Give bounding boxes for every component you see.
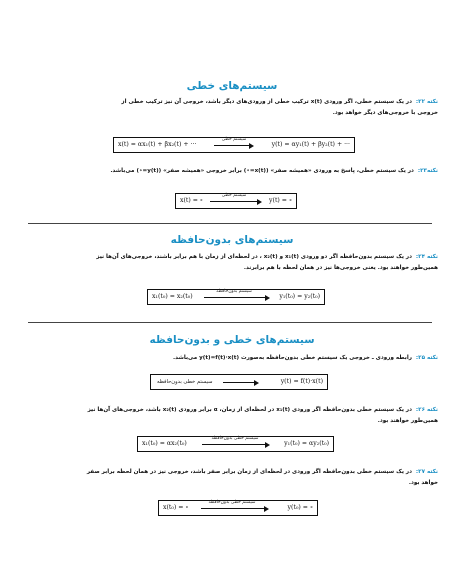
section-heading-linear-memoryless: سیستم‌های خطی و بدون‌حافظه [149,334,315,346]
note-22-label: نکته ۲۲: [415,99,438,105]
note-25 [23,353,438,364]
arrow-right-icon [249,143,254,149]
eq26-system-label: سیستم خطی بدون‌حافظه [211,436,259,441]
arrow-right-icon [265,295,270,301]
eq22-system-label: سیستم خطی [221,137,247,142]
note-22-text: در یک سیستم خطی، اگر ورودی (t)x ترکیب خطی از ورودی‌های دیگر باشد، خروجی آن نیز ترکیب خطی از [121,99,412,105]
note-27-text-cont: خواهد بود. [408,480,438,486]
note-26 [23,405,438,427]
note-24 [23,252,438,274]
note-24-text: در یک سیستم بدون‌حافظه اگر دو ورودی (t)x₁ و (t)x₂ ، در لحظه‌ای از زمان با هم برابر باشند، خروجی‌های آن‌ها نیز [96,254,412,260]
note-26-label: نکته ۲۶: [415,407,438,413]
eq24-system-label: سیستم بدون‌حافظه [216,289,252,294]
note-22-text-cont: خروجی‌ با خروجی‌های دیگر خواهد بود. [332,110,438,116]
eq23-system-label: سیستم خطی [221,193,247,198]
note-24-label: نکته ۲۴: [415,254,438,260]
eq27-output: y(t₀) = ∘ [287,504,313,511]
note-27 [23,467,438,489]
note-23-text: در یک سیستم خطی، پاسخ به ورودی «همیشه صفر» (x(t)=∘) برابر خروجی «همیشه صفر» (y(t)=∘) می‌باشد. [110,168,414,174]
eq24-arrow-line [204,297,266,298]
note-22 [23,97,438,119]
equation-box-26 [137,436,334,452]
eq26-output: y₁(t₀) = αy₂(t₀) [284,440,329,447]
equation-box-23 [175,193,297,209]
eq22-input: x(t) = αx₁(t) + βx₂(t) + ··· [118,141,197,148]
note-27-label: نکته ۲۷: [415,469,438,475]
eq27-system-label: سیستم خطی بدون‌حافظه [208,500,256,505]
note-23-label: نکته۲۳: [417,168,438,174]
eq22-output: y(t) = αy₁(t) + βy₂(t) + ··· [271,141,350,148]
note-27-text: در یک سیستم خطی بدون‌حافظه اگر ورودی در لحظه‌ای از زمان برابر صفر باشد، خروجی نیز در همان لحظه برابر صفر [86,469,412,475]
section-divider [28,322,432,323]
eq25-system-label: سیستم خطی بدون‌حافظه [157,379,213,385]
eq25-output: y(t) = f(t)·x(t) [280,378,323,385]
note-25-text: رابطه ورودی ـ خروجی یک سیستم خطی بدون‌حافظه به‌صورت y(t)=f(t)·x(t) می‌باشد. [173,355,412,361]
eq23-arrow-line [210,201,258,202]
arrow-right-icon [257,199,262,205]
section-heading-linear: سیستم‌های خطی [186,80,278,92]
eq27-input: x(t₀) = ∘ [163,504,189,511]
equation-box-27 [158,500,318,516]
note-26-text: در یک سیستم خطی بدون‌حافظه اگر ورودی (t)x₁ در لحظه‌ای از زمان، α برابر ورودی (t)x₂ باشد، خروجی‌های آن‌ها نیز [87,407,412,413]
section-heading-memoryless: سیستم‌های بدون‌حافظه [170,234,294,246]
eq25-arrow-line [223,382,255,383]
eq24-output: y₁(t₀) = y₂(t₀) [279,293,320,300]
eq26-input: x₁(t₀) = αx₂(t₀) [142,440,187,447]
note-23 [23,166,438,177]
arrow-right-icon [254,380,259,386]
note-26-text-cont: همین‌طور خواهند بود. [377,418,438,424]
equation-box-24 [147,289,325,305]
eq22-arrow-line [214,145,250,146]
note-24-text-cont: همین‌طور خواهند بود. یعنی خروجی‌ها نیز در همان لحظه با هم برابرند. [243,265,438,271]
eq24-input: x₁(t₀) = x₂(t₀) [152,293,193,300]
eq23-output: y(t) = ∘ [269,197,292,204]
eq27-arrow-line [201,508,265,509]
arrow-right-icon [264,506,269,512]
section-divider [28,223,432,224]
equation-box-25 [150,374,328,390]
eq23-input: x(t) = ∘ [180,197,203,204]
note-25-label: نکته ۲۵: [415,355,438,361]
equation-box-22 [113,137,355,153]
eq26-arrow-line [202,444,266,445]
arrow-right-icon [265,442,270,448]
